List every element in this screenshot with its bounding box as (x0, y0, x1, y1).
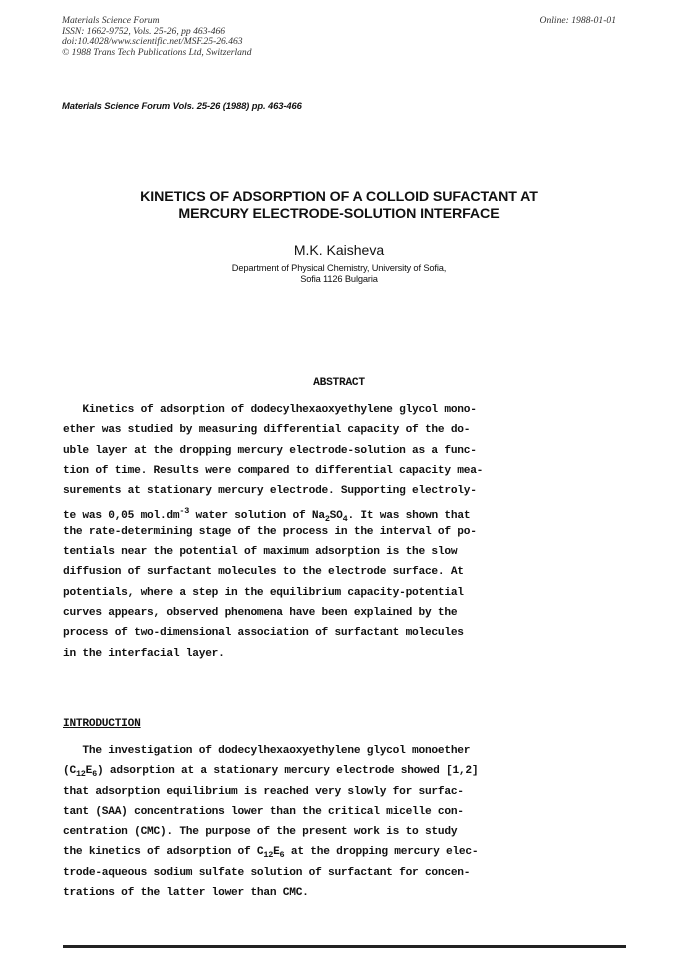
publication-metadata (62, 16, 252, 58)
abstract-line: in the interfacial layer. (63, 647, 225, 660)
paper-title (0, 189, 678, 223)
intro-text: E (85, 765, 93, 778)
abstract-line: curves appears, observed phenomena have been explained by the (63, 606, 458, 619)
abstract-text: te was 0,05 mol.dm (63, 510, 180, 523)
introduction-heading: INTRODUCTION (63, 718, 141, 730)
intro-line (63, 842, 478, 862)
abstract-line: uble layer at the dropping mercury electrode-solution as a func- (63, 444, 477, 457)
title-line: MERCURY ELECTRODE-SOLUTION INTERFACE (178, 206, 500, 222)
subscript: 6 (92, 769, 97, 780)
journal-citation: Materials Science Forum Vols. 25-26 (1988) pp. 463-466 (62, 100, 302, 111)
intro-text: E (273, 846, 280, 859)
abstract-line: diffusion of surfactant molecules to the electrode surface. At (63, 566, 464, 579)
subscript: 2 (324, 514, 330, 525)
abstract-line: potentials, where a step in the equilibrium capacity-potential (63, 586, 464, 599)
abstract-body (63, 400, 483, 664)
intro-text: the kinetics of adsorption of C (63, 846, 264, 859)
subscript: 12 (263, 850, 274, 861)
meta-line: doi:10.4028/www.scientific.net/MSF.25-26.463 (62, 36, 243, 48)
abstract-line: the rate-determining stage of the process in the interval of po- (63, 525, 477, 538)
abstract-text: water solution of Na (189, 510, 325, 523)
abstract-line: Kinetics of adsorption of dodecylhexaoxyethylene glycol mono- (63, 404, 477, 416)
intro-line (63, 761, 478, 781)
abstract-line: process of two-dimensional association of surfactant molecules (63, 627, 464, 640)
abstract-line: tion of time. Results were compared to differential capacity mea- (63, 464, 484, 477)
intro-text: (C (63, 765, 76, 778)
online-date: Online: 1988-01-01 (539, 15, 616, 26)
intro-line: tant (SAA) concentrations lower than the critical micelle con- (63, 805, 464, 818)
abstract-line: ether was studied by measuring differential capacity of the do- (63, 424, 471, 437)
meta-line: © 1988 Trans Tech Publications Ltd, Switzerland (62, 46, 252, 58)
subscript: 4 (342, 514, 348, 525)
meta-line: ISSN: 1662-9752, Vols. 25-26, pp 463-466 (62, 25, 226, 37)
affiliation-line: Sofia 1126 Bulgaria (300, 274, 378, 284)
subscript: 6 (279, 850, 285, 861)
affiliation (0, 263, 678, 285)
abstract-line: surements at stationary mercury electrode. Supporting electroly- (63, 485, 477, 498)
page-bottom-rule (63, 945, 626, 948)
intro-text: at the dropping mercury elec- (284, 846, 479, 859)
affiliation-line: Department of Physical Chemistry, University of Sofia, (231, 263, 447, 273)
author-name: M.K. Kaisheva (293, 242, 385, 258)
meta-line: Materials Science Forum (62, 15, 160, 26)
intro-text: ) adsorption at a stationary mercury electrode showed [1,2] (96, 765, 479, 778)
intro-line: that adsorption equilibrium is reached very slowly for surfac- (63, 785, 464, 798)
abstract-heading: ABSTRACT (313, 377, 365, 389)
abstract-text: SO (329, 510, 343, 523)
abstract-line (63, 501, 483, 525)
subscript: 12 (75, 769, 86, 780)
title-line: KINETICS OF ADSORPTION OF A COLLOID SUFACTANT AT (140, 189, 538, 205)
introduction-body (63, 741, 478, 903)
intro-line: centration (CMC). The purpose of the present work is to study (63, 826, 458, 839)
superscript: -3 (179, 506, 190, 517)
intro-line: trode-aqueous sodium sulfate solution of surfactant for concen- (63, 866, 471, 879)
abstract-text: . It was shown that (347, 510, 471, 523)
intro-line: trations of the latter lower than CMC. (63, 887, 309, 900)
intro-line: The investigation of dodecylhexaoxyethylene glycol monoether (63, 745, 471, 757)
abstract-line: tentials near the potential of maximum adsorption is the slow (63, 546, 458, 559)
